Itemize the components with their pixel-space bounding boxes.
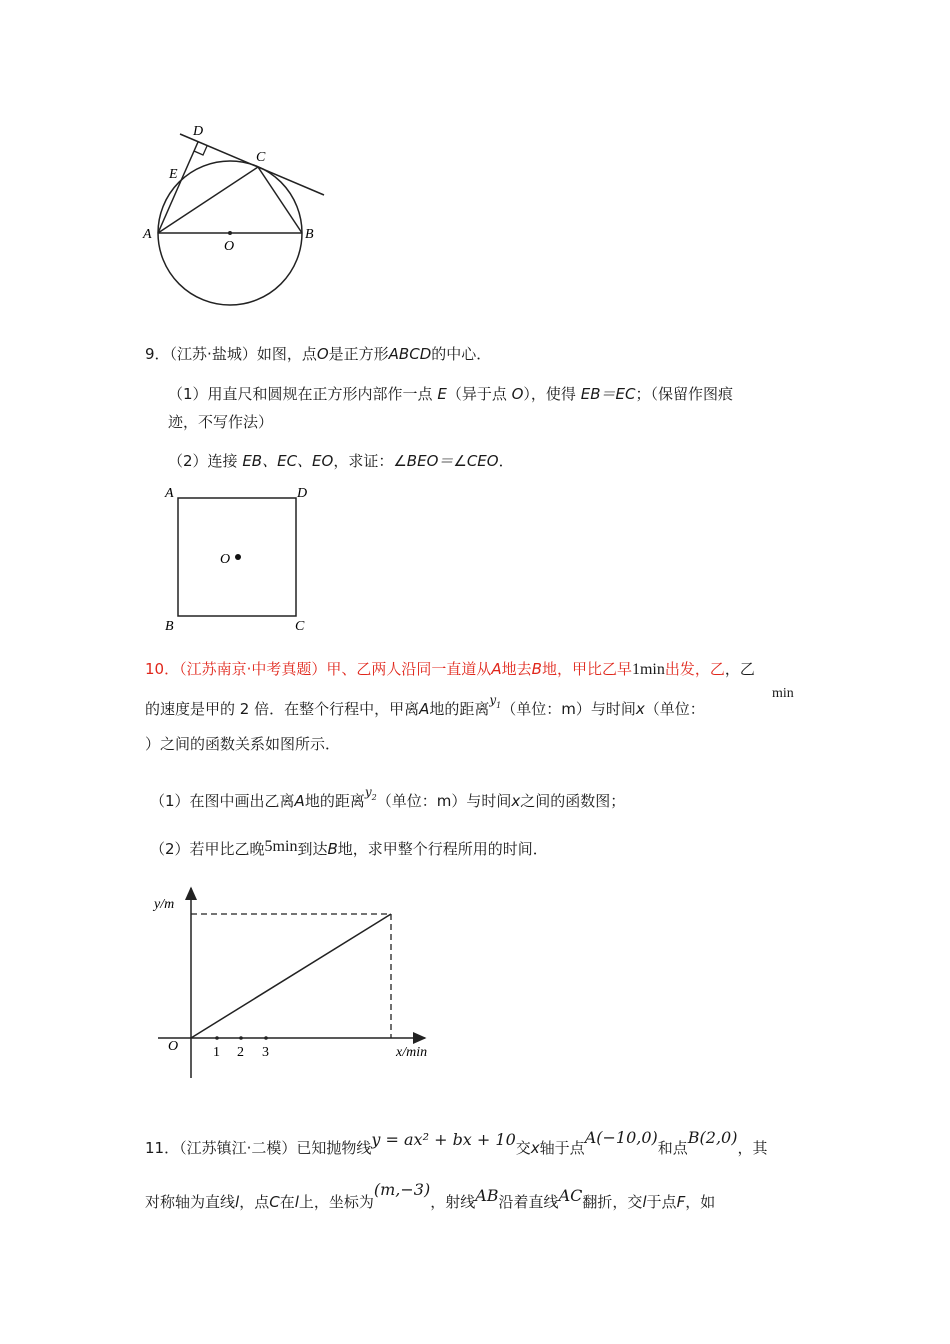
q10-number: 10． (145, 660, 180, 678)
q11-line2: 对称轴为直线l，点C在l上，坐标为(m,−3)，射线AB沿着直线AC翻折，交l于点F，如 (145, 1180, 716, 1211)
q11-point-b: B(2,0) (687, 1128, 738, 1147)
jia-line-y1 (191, 914, 391, 1038)
tick-3-dot (264, 1036, 268, 1040)
tick-2-dot (239, 1036, 243, 1040)
label-d: D (193, 124, 204, 139)
origin-label: O (168, 1039, 179, 1054)
circle-tangent-figure (135, 115, 335, 315)
distance-time-graph (150, 880, 450, 1085)
q9-number: 9． (145, 345, 170, 363)
y-axis-label: y/m (154, 897, 175, 912)
q11-point-a: A(−10,0) (584, 1128, 658, 1147)
tick-label-3: 3 (262, 1045, 269, 1060)
q10-line2: 的速度是甲的 2 倍．在整个行程中，甲离A地的距离$^{y1}$（单位：m）与时间x（单位： (145, 693, 705, 718)
q9-stem: 9．（江苏·盐城）如图，点O是正方形ABCD的中心． (145, 345, 492, 363)
tick-label-1: 1 (213, 1045, 220, 1060)
x-axis-label: x/min (396, 1045, 428, 1060)
q11-coord: (m,−3) (373, 1180, 431, 1199)
q9-source: （江苏·盐城） (169, 345, 257, 363)
center-dot (228, 231, 232, 235)
label-a: A (165, 486, 174, 501)
label-c: C (295, 619, 305, 634)
label-o: O (224, 239, 235, 254)
q10-source: （江苏南京·中考真题） (179, 660, 327, 678)
q9-part1-line2: 迹，不写作法） (168, 413, 274, 431)
q10-part1: （1）在图中画出乙离A地的距离$^{y2}$（单位：m）与时间x之间的函数图； (150, 785, 626, 810)
q10-unit-min: min (772, 686, 794, 701)
label-e: E (169, 167, 178, 182)
label-b: B (305, 227, 314, 242)
tick-1-dot (215, 1036, 219, 1040)
tick-label-2: 2 (237, 1045, 244, 1060)
q11-source: （江苏镇江·二模） (179, 1139, 297, 1157)
label-o: O (220, 552, 231, 567)
q11-number: 11． (145, 1139, 180, 1157)
label-c: C (256, 150, 266, 165)
q10-part2: （2）若甲比乙晚5min到达B地，求甲整个行程所用的时间． (150, 838, 548, 858)
q10-line3: ）之间的函数关系如图所示． (145, 735, 341, 753)
tangent-line (180, 134, 324, 195)
label-d: D (297, 486, 308, 501)
label-b: B (165, 619, 174, 634)
q9-part1-line1: （1）用直尺和圆规在正方形内部作一点 E（异于点 O），使得 EB＝EC；（保留作图痕 (168, 385, 733, 403)
square-figure (158, 482, 318, 637)
label-a: A (143, 227, 152, 242)
q11-formula: y = ax² + bx + 10 (371, 1130, 516, 1149)
center-o-dot (235, 554, 241, 560)
q9-part2: （2）连接 EB、EC、EO，求证：∠BEO＝∠CEO． (168, 452, 514, 470)
q11-line1: 11．（江苏镇江·二模）已知抛物线y = ax² + bx + 10交x轴于点A(−10,0)和点B(2,0)，其 (145, 1128, 768, 1157)
q10-line1: 10．（江苏南京·中考真题）甲、乙两人沿同一直道从A地去B地，甲比乙早1min出发，乙，乙 (145, 660, 755, 678)
